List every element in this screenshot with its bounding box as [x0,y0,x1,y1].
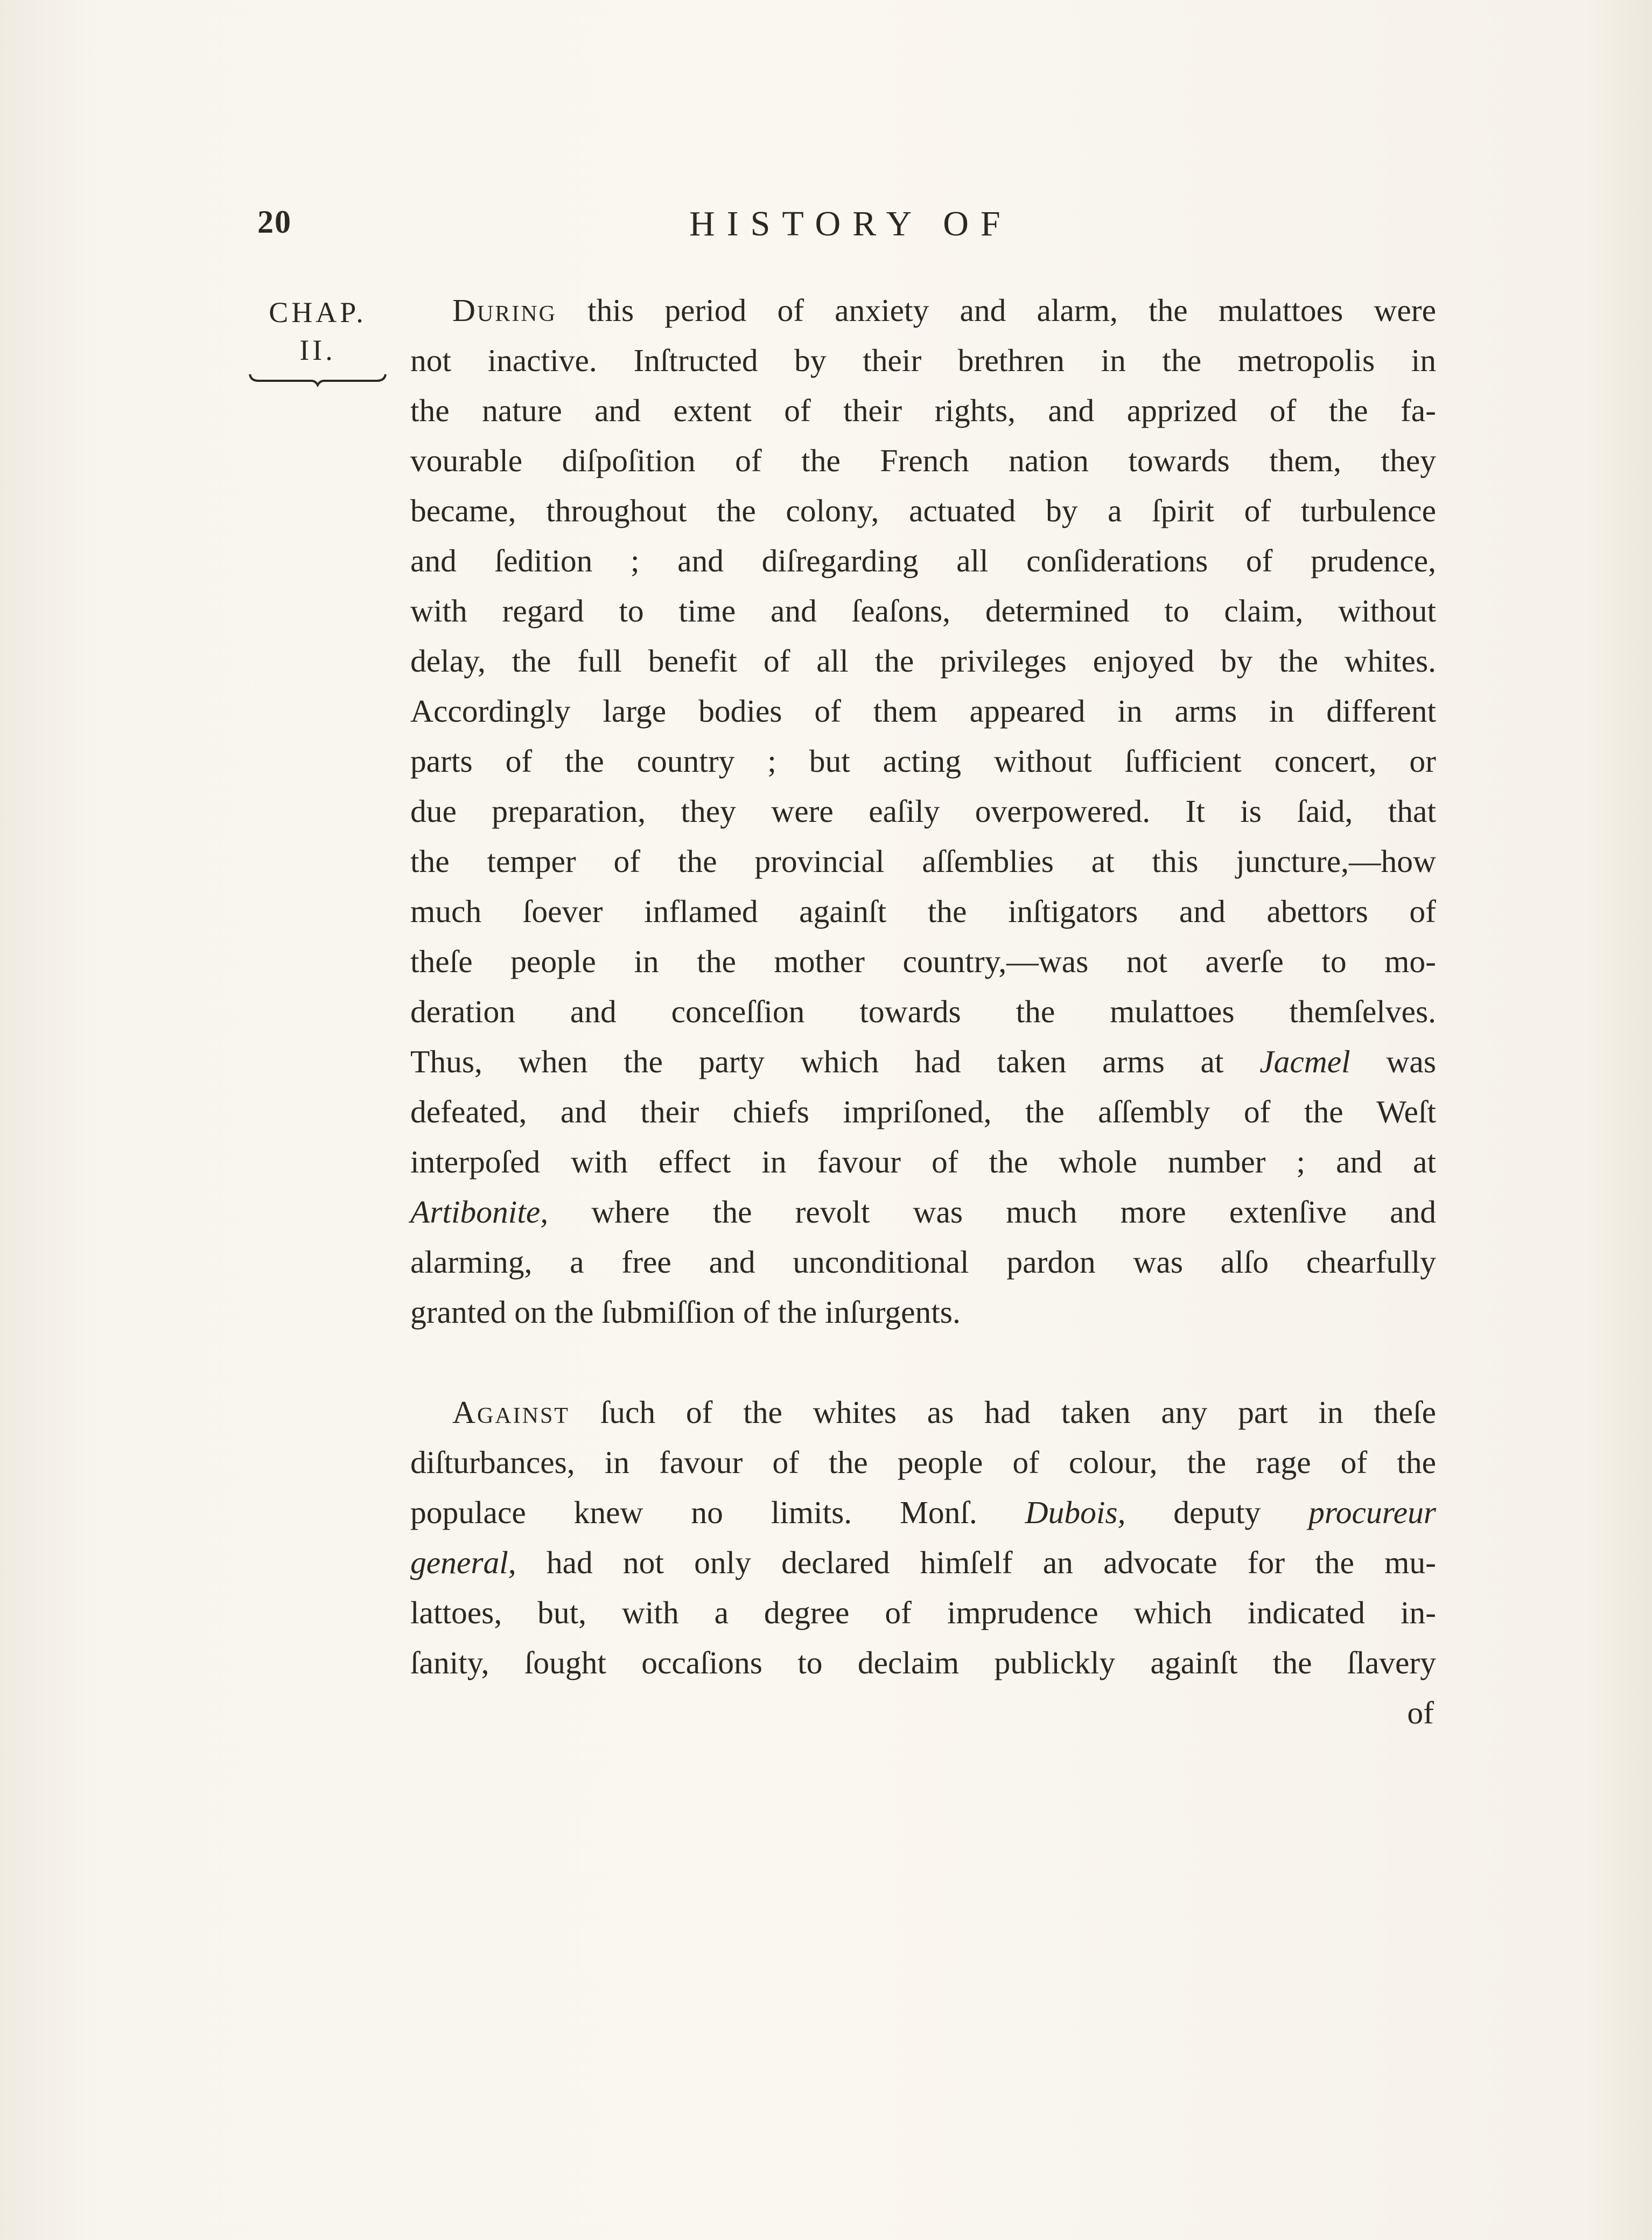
text-line: not inactive. Inſtructed by their brethren in the metropolis in [410,343,1436,378]
text-line: During this period of anxiety and alarm, the mulattoes were [452,292,1436,328]
text-line: vourable diſpoſition of the French nation towards them, they [410,443,1436,478]
place-name-artibonite: Artibonite, [410,1194,549,1230]
text-line: much ſoever inflamed againſt the inſtigators and abettors of [410,894,1436,929]
text-line: alarming, a free and unconditional pardon was alſo chearfully [410,1244,1436,1280]
chap-label: CHAP. [269,296,367,329]
text-line: delay, the full benefit of all the privileges enjoyed by the whites. [410,643,1436,679]
text-line: due preparation, they were eaſily overpowered. It is ſaid, that [410,793,1436,829]
person-name-dubois: Dubois, [1025,1495,1126,1530]
text-line: and ſedition ; and diſregarding all conſiderations of prudence, [410,543,1436,578]
drop-lead-word: During [452,292,557,328]
text-line: granted on the ſubmiſſion of the inſurgents. [410,1294,961,1330]
text-line: Artibonite, where the revolt was much more extenſive and [410,1194,1436,1230]
text-line: Against ſuch of the whites as had taken any part in theſe [452,1394,1436,1430]
text-line: diſturbances, in favour of the people of colour, the rage of the [410,1445,1436,1480]
running-head: HISTORY OF [689,204,1012,243]
text-line: general, had not only declared himſelf an advocate for the mu- [410,1545,1436,1580]
drop-lead-word: Against [452,1394,570,1430]
chapter-margin-note [242,294,393,387]
text-line: populace knew no limits. Monſ. Dubois, deputy procureur [410,1495,1436,1530]
text-line: the nature and extent of their rights, and apprized of the fa- [410,393,1436,428]
page-number: 20 [257,204,292,240]
text-line: became, throughout the colony, actuated by a ſpirit of turbulence [410,493,1436,528]
text-line: with regard to time and ſeaſons, determined to claim, without [410,593,1436,629]
title-procureur: procureur [1308,1495,1436,1530]
place-name-jacmel: Jacmel [1259,1044,1350,1079]
text-line: lattoes, but, with a degree of imprudence which indicated in- [410,1595,1436,1630]
text-line: Thus, when the party which had taken arms at Jacmel was [410,1044,1436,1079]
paragraph-gap [410,1337,1436,1387]
body-text [410,285,1436,1738]
text-line: ſanity, ſought occaſions to declaim publickly againſt the ſlavery [410,1645,1436,1680]
text-line: parts of the country ; but acting without ſufficient concert, or [410,743,1436,779]
text-line: the temper of the provincial aſſemblies at this juncture,—how [410,843,1436,879]
text-line: Accordingly large bodies of them appeared in arms in different [410,693,1436,729]
title-general: general, [410,1545,516,1580]
text-line: deration and conceſſion towards the mulattoes themſelves. [410,994,1436,1029]
text-line: defeated, and their chiefs impriſoned, the aſſembly of the Weſt [410,1094,1436,1129]
chap-number: II. [299,334,336,366]
catchword: of [1407,1695,1434,1730]
text-line: theſe people in the mother country,—was not averſe to mo- [410,944,1436,979]
text-line: interpoſed with effect in favour of the whole number ; and at [410,1144,1436,1180]
brace-ornament [248,371,388,387]
